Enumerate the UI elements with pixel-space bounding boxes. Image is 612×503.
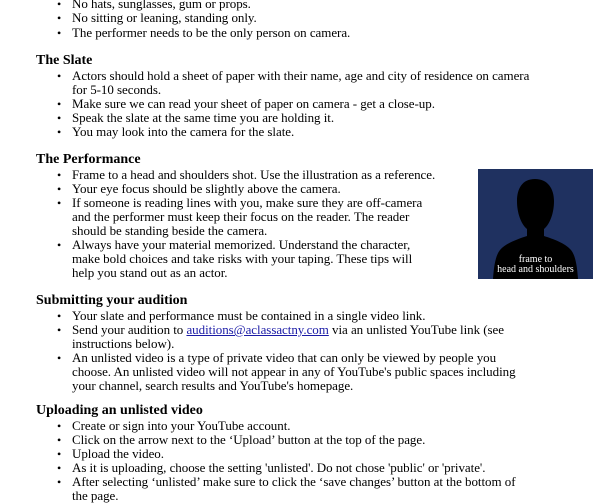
bullet-icon: • <box>57 111 62 125</box>
bullet-icon: • <box>57 69 62 83</box>
bullet-icon: • <box>57 309 62 323</box>
illustration-caption-line1: frame to <box>518 254 553 265</box>
list-item-text: If someone is reading lines with you, make sure they are off-camera <box>72 195 423 210</box>
list-item-text: Make sure we can read your sheet of paper on camera - get a close-up. <box>72 96 435 111</box>
list-item-text: choose. An unlisted video will not appear in any of YouTube's public spaces including <box>72 364 516 379</box>
section-heading-slate: The Slate <box>36 53 93 68</box>
bullet-icon: • <box>57 447 62 461</box>
text-after-link: via an unlisted YouTube link (see <box>328 322 504 337</box>
list-item-text: help you stand out as an actor. <box>72 265 228 280</box>
section-heading-submitting: Submitting your audition <box>36 293 188 308</box>
list-item-text: Your eye focus should be slightly above the camera. <box>72 181 341 196</box>
list-item-text: Upload the video. <box>72 446 164 461</box>
list-item-text <box>72 323 504 337</box>
list-item-text: You may look into the camera for the slate. <box>72 124 295 139</box>
list-item-text: After selecting ‘unlisted’ make sure to click the ‘save changes’ button at the bottom of <box>72 474 516 489</box>
list-item-text: No hats, sunglasses, gum or props. <box>72 0 251 11</box>
illustration-caption-line2: head and shoulders <box>497 264 574 275</box>
list-item-text: No sitting or leaning, standing only. <box>72 10 257 25</box>
bullet-icon: • <box>57 461 62 475</box>
bullet-icon: • <box>57 351 62 365</box>
list-item-text: Speak the slate at the same time you are holding it. <box>72 110 335 125</box>
list-item-text: your channel, search results and YouTube's homepage. <box>72 378 354 393</box>
bullet-icon: • <box>57 168 62 182</box>
bullet-icon: • <box>57 26 62 40</box>
bullet-icon: • <box>57 238 62 252</box>
list-item-text: instructions below). <box>72 336 175 351</box>
bullet-icon: • <box>57 196 62 210</box>
list-item-text: the page. <box>72 488 119 503</box>
list-item-text: Frame to a head and shoulders shot. Use the illustration as a reference. <box>72 167 436 182</box>
list-item-text: should be standing beside the camera. <box>72 223 268 238</box>
text-before-link: Send your audition to <box>72 322 187 337</box>
bullet-icon: • <box>57 475 62 489</box>
list-item-text: Actors should hold a sheet of paper with their name, age and city of residence on camera <box>72 68 530 83</box>
section-heading-performance: The Performance <box>36 152 141 167</box>
bullet-icon: • <box>57 11 62 25</box>
bullet-icon: • <box>57 97 62 111</box>
head-and-shoulders-illustration <box>478 169 593 279</box>
list-item-text: and the performer must keep their focus on the reader. The reader <box>72 209 410 224</box>
bullet-icon: • <box>57 182 62 196</box>
list-item-text: The performer needs to be the only person on camera. <box>72 25 351 40</box>
list-item-text: for 5-10 seconds. <box>72 82 162 97</box>
list-item-text: As it is uploading, choose the setting 'unlisted'. Do not chose 'public' or 'private'. <box>72 460 486 475</box>
list-item-text: make bold choices and take risks with your taping. These tips will <box>72 251 413 266</box>
bullet-icon: • <box>57 419 62 433</box>
list-item-text: An unlisted video is a type of private video that can only be viewed by people you <box>72 350 497 365</box>
bullet-icon: • <box>57 323 62 337</box>
bullet-icon: • <box>57 433 62 447</box>
list-item-text: Click on the arrow next to the ‘Upload’ button at the top of the page. <box>72 432 426 447</box>
list-item-text: Create or sign into your YouTube account. <box>72 418 291 433</box>
section-heading-uploading: Uploading an unlisted video <box>36 403 203 418</box>
audition-email-link[interactable]: auditions@aclassactny.com <box>186 322 329 337</box>
bullet-icon: • <box>57 125 62 139</box>
bullet-icon: • <box>57 0 62 11</box>
list-item-text: Always have your material memorized. Understand the character, <box>72 237 411 252</box>
list-item-text: Your slate and performance must be contained in a single video link. <box>72 308 426 323</box>
